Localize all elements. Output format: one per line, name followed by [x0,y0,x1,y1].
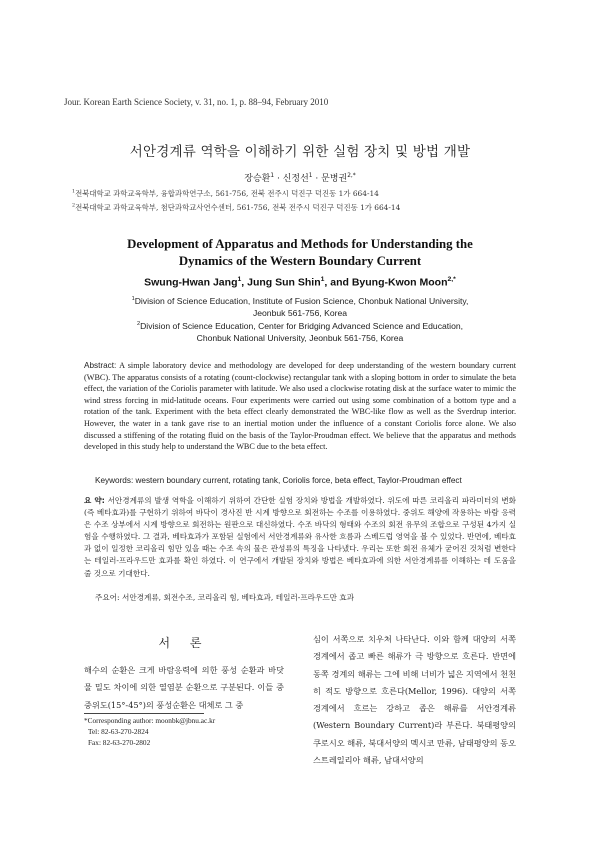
abstract [84,360,516,453]
english-affiliation-1-line-2: Jeonbuk 561-756, Korea [252,308,348,319]
korean-author-2-sup: 1 [308,173,313,179]
affiliation-text: Division of Science Education, Institute of Fusion Science, Chonbuk National University, [134,295,469,306]
affiliation-sup: 1 [72,189,76,195]
english-title-line-1: Development of Apparatus and Methods for Understanding the [127,237,473,251]
korean-title: 서안경계류 역학을 이해하기 위한 실험 장치 및 방법 개발 [129,144,471,160]
body-right-column: 심이 서쪽으로 치우쳐 나타난다. 이와 함께 대양의 서쪽 경계에서 좁고 빠른 해류가 극 방향으로 흐른다. 반면에 동쪽 경계의 해류는 그에 비해 너비가 넓은 지역에서 천천히 적도 방향으로 흐른다(Mellor, 1996). 대양의 서쪽 경계에서 흐르는 강하고 좁은 해류를 서안경계류(Western Boundary Current)라 부른다. 북태평양의 쿠로시오 해류, 북대서양의 멕시코 만류, 남태평양의 동오스트레일리아 해류, 남대서양의 [313,634,516,766]
footnote-fax: Fax: 82-63-270-2802 [88,737,151,747]
english-author-3-sup: 2,* [447,276,456,283]
footnote-divider [84,713,204,714]
affiliation-sup: 2 [72,203,76,209]
author-separator: · [274,174,283,184]
english-title [0,236,600,270]
english-affiliation-1-line-1 [0,293,600,307]
journal-header: Jour. Korean Earth Science Society, v. 31, no. 1, p. 88–94, February 2010 [64,97,329,107]
affiliation-sup: 2 [136,321,141,327]
korean-summary-label: 요 약: [84,496,105,505]
english-author-1-sup: 1 [237,276,242,283]
korean-summary-text: 서안경계류의 발생 역학을 이해하기 위하여 간단한 실험 장치와 방법을 개발하였다. 위도에 따른 코리올리 파라미터의 변화(즉 베타효과)를 구현하기 위하여 바닥이 경사진 반 시계 방향으로 회전하는 수조를 이용하였다. 중위도 해양에 작용하는 바람 응력은 수조 상부에서 시계 방향으로 회전하는 원판으로 대신하였다. 수조 바닥의 형태와 수조의 회전 유무의 조합으로 구성된 4가지 실험을 수행하였다. 그 결과, 베타효과가 포함된 실험에서 서안경계류와 유사한 흐름과 스베드럽 영역을 볼 수 있었다. 반면에, 베타효과 없이 일정한 코리올리 힘만 있을 때는 수조 속의 물은 관성류의 특징을 나타냈다. 우리는 또한 회전 유체가 굳어진 것처럼 변한다는 테일러-프라우드만 효과를 확인 하였다. 이 연구에서 개발된 장치와 방법은 베타효과에 의한 서안경계류를 이해하는 데 도움을 줄 것으로 기대한다. [84,496,516,578]
abstract-label: Abstract: [84,361,117,370]
affiliation-sup: 1 [131,296,135,302]
section-title: 서 론 [158,636,210,650]
korean-author-1-sup: 1 [270,173,275,179]
english-author-1: Swung-Hwan Jang [144,276,238,289]
footnote-tel: Tel: 82-63-270-2824 [88,726,149,736]
affiliation-text: 전북대학교 과학교육학부, 첨단과학교사연수센터, 561-756, 전북 전주시 덕진구 덕진동 1가 664-14 [75,203,401,212]
english-affiliation-2-line-1 [0,318,600,332]
english-author-3: and Byung-Kwon Moon [330,276,448,289]
affiliation-text: 전북대학교 과학교육학부, 융합과학연구소, 561-756, 전북 전주시 덕진구 덕진동 1가 664-14 [75,189,379,198]
korean-authors [0,171,600,184]
korean-keywords: 주요어: 서안경계류, 회전수조, 코리올리 힘, 베타효과, 테일러-프라우드만 효과 [95,593,355,602]
korean-author-2: 신정선 [282,174,309,184]
korean-affiliation-2 [72,202,400,213]
korean-author-3-sup: 2,* [347,173,356,179]
keywords: Keywords: western boundary current, rotating tank, Coriolis force, beta effect, Taylor-Proudman effect [95,476,462,485]
body-left-column: 해수의 순환은 크게 바람응력에 의한 풍성 순환과 바닷물 밀도 차이에 의한 열염분 순환으로 구분된다. 이들 중 중위도(15°-45°)의 풍성순환은 대체로 그 중 [84,665,284,710]
english-author-2-sup: 1 [320,276,325,283]
korean-author-1: 장승환 [244,174,271,184]
english-authors: Swung-Hwan Jang$^1$, Jung Sun Shin$^1$, and Byung-Kwon Moon$^{2,*}$ [144,276,456,289]
footnote [84,716,215,748]
abstract-text: A simple laboratory device and methodology are developed for deep understanding of the western boundary current (WBC). The apparatus consists of a rotating (count-clockwise) rectangular tank with a sloping bottom in order to simulate the beta effect, the variation of the Coriolis parameter with latitude. We also used a clockwise rotating disk at the surface water to mimic the wind stress forcing in mid-latitude oceans. Four experiments were carried out using some combination of a bottom type and a rotation of the tank. Experiment with the beta effect clearly demonstrated the WBC-like flow as well as the Sverdrup interior. However, the water in a tank gave rise to an inertial motion under the influence of a constant Coriolis force alone. We also discussed a stiffening of the rotating fluid on the basis of the Taylor-Proudman effect. We believe that the apparatus and methods developed in this study help to understand the WBC due to the beta effect. [84,361,516,452]
korean-summary [84,495,516,580]
english-affiliation-1 [0,293,600,320]
english-title-line-2: Dynamics of the Western Boundary Current [178,254,422,268]
author-separator: · [312,174,322,184]
korean-affiliation-1 [72,188,379,199]
affiliation-text: Division of Science Education, Center for Bridging Advanced Science and Education, [140,320,464,331]
korean-author-3: 문병권 [321,174,348,184]
corresponding-author: *Corresponding author: moonbk@jbnu.ac.kr [84,716,216,725]
english-author-2: Jung Sun Shin [247,276,321,289]
english-affiliation-2-line-2: Chonbuk National University, Jeonbuk 561-756, Korea [196,333,404,344]
english-affiliation-2 [0,318,600,345]
